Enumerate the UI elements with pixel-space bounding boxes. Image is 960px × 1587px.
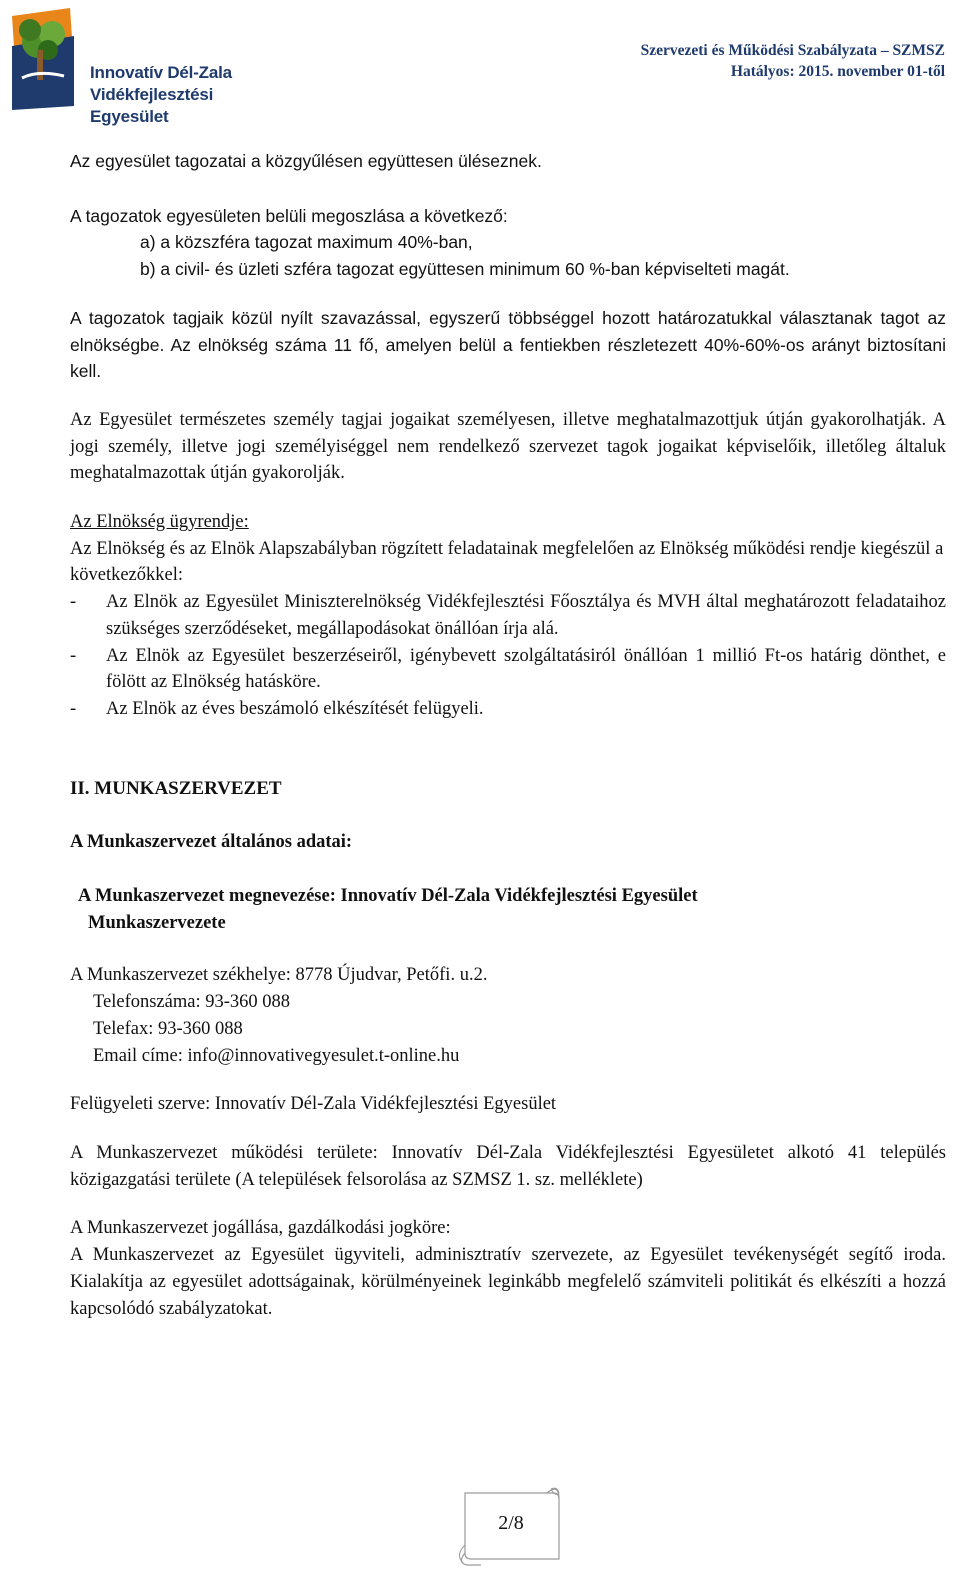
- workorg-area: A Munkaszervezet működési területe: Innovatív Dél-Zala Vidékfejlesztési Egyesületet alkotó 41 település közigazgatási területe (A települések felsorolása az SZMSZ 1. sz. melléklete): [70, 1142, 946, 1190]
- workorg-supervisor: Felügyeleti szerve: Innovatív Dél-Zala Vidékfejlesztési Egyesület: [70, 1094, 557, 1115]
- paragraph-sections-distribution: A tagozatok egyesületen belüli megoszlása a következő:: [70, 205, 508, 226]
- list-item-text: Az Elnök az éves beszámoló elkészítését felügyeli.: [106, 698, 484, 719]
- document-header: [641, 40, 945, 82]
- workorg-phone: Telefonszáma: 93-360 088: [93, 992, 291, 1013]
- legal-status-text: A Munkaszervezet az Egyesület ügyviteli, adminisztratív szervezete, az Egyesület tevékenységét segítő iroda. Kialakítja az egyesület adottságainak, körülményeinek leginkább megfelelő számviteli politikát és elkészíti a hozzá kapcsolódó szabályzatokat.: [70, 1245, 946, 1319]
- list-item-text: Az Elnök az Egyesület beszerzéseiről, igénybevett szolgáltatásiról önállóan 1 millió Ft-os határig dönthet, e fölött az Elnökség hatásköre.: [106, 645, 946, 693]
- paragraph-board-election: A tagozatok tagjaik közül nyílt szavazással, egyszerű többséggel hozott határozatukkal választanak tagot az elnökségbe. Az elnökség száma 11 fő, amelyen belül a fentiekben részletezett 40%-60%-os arányt biztosítani kell.: [70, 307, 946, 382]
- workorg-fax: Telefax: 93-360 088: [93, 1018, 243, 1039]
- paragraph-sections-meeting: Az egyesület tagozatai a közgyűlésen együttesen üléseznek.: [70, 151, 542, 171]
- document-body: [70, 148, 946, 1322]
- board-rules-heading: Az Elnökség ügyrendje:: [70, 512, 249, 533]
- dash-marker: -: [70, 592, 77, 613]
- board-rules-intro: Az Elnökség és az Elnök Alapszabályban rögzített feladatainak megfelelően az Elnökség működési rendje kiegészül a következőkkel:: [70, 538, 944, 586]
- workorg-seat: A Munkaszervezet székhelye: 8778 Újudvar, Petőfi. u.2.: [70, 965, 488, 986]
- logo-text: [90, 62, 278, 128]
- list-item-text: Az Elnök az Egyesület Miniszterelnökség Vidékfejlesztési Főosztálya és MVH által meghatározott feladataihoz szükséges szerződéseket, megállapodásokat önállóan írja alá.: [106, 592, 946, 639]
- list-item: [70, 589, 946, 642]
- organization-logo: [8, 6, 278, 126]
- list-item-civil-sector: b) a civil- és üzleti szféra tagozat együttesen minimum 60 %-ban képviselteti magát.: [140, 259, 790, 280]
- list-item: [70, 643, 946, 696]
- logo-line-2: Vidékfejlesztési Egyesület: [90, 85, 214, 126]
- logo-tree-emblem-icon: [8, 6, 88, 110]
- document-title: Szervezeti és Működési Szabályzata – SZMSZ: [640, 42, 945, 59]
- list-item: [70, 696, 946, 723]
- section-title: II. MUNKASZERVEZET: [70, 777, 282, 799]
- workorg-name-line-2: Munkaszervezete: [88, 912, 226, 933]
- list-item-public-sector: a) a közszféra tagozat maximum 40%-ban,: [140, 232, 473, 253]
- logo-line-1: Innovatív Dél-Zala: [90, 63, 232, 82]
- legal-status-heading: A Munkaszervezet jogállása, gazdálkodási jogköre:: [70, 1218, 451, 1239]
- page-number: 2/8: [498, 1512, 524, 1534]
- workorg-email: Email címe: info@innovativegyesulet.t-online.hu: [93, 1045, 460, 1066]
- effective-date: Hatályos: 2015. november 01-től: [730, 63, 945, 80]
- general-data-heading: A Munkaszervezet általános adatai:: [70, 832, 353, 853]
- dash-marker: -: [70, 645, 77, 666]
- workorg-name-line-1: A Munkaszervezet megnevezése: Innovatív Dél-Zala Vidékfejlesztési Egyesület: [78, 886, 698, 907]
- dash-marker: -: [70, 698, 77, 719]
- paragraph-member-rights: Az Egyesület természetes személy tagjai jogaikat személyesen, illetve meghatalmazottjuk útján gyakorolhatják. A jogi személy, illetve jogi személyiséggel nem rendelkező szervezet tagok jogaikat képviselőik, illetőleg általuk meghatalmazottak útján gyakorolják.: [70, 409, 946, 484]
